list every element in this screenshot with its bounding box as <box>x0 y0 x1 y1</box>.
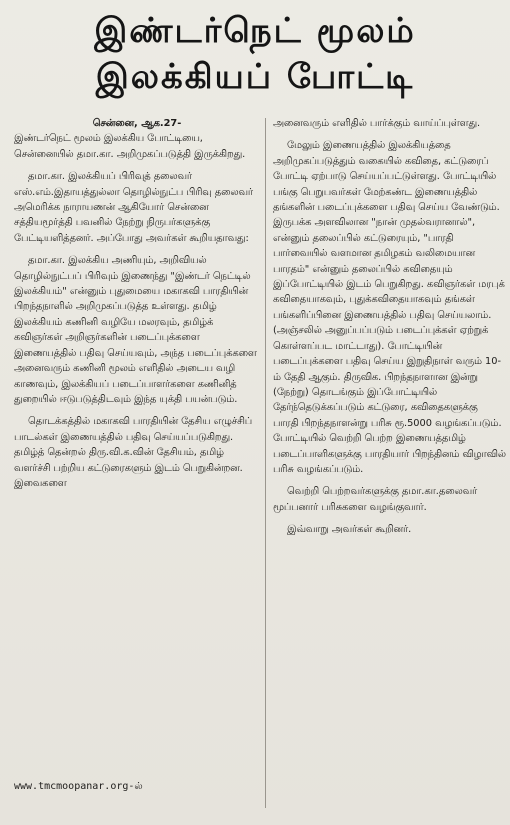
column-divider <box>265 118 266 808</box>
article-paragraph: இண்டர்நெட் மூலம் இலக்கிய போட்டியை, சென்னையில் தமா.கா. அறிமுகப்படுத்தி இருக்கிறது. <box>14 133 246 160</box>
article-paragraph: வெற்றி பெற்றவர்களுக்கு தமா.கா.தலைவர் மூப்பனார் பரிசுகளை வழங்குவார். <box>273 486 478 513</box>
article-paragraph: மேலும் இணையத்தில் இலக்கியத்தை அறிமுகப்படுத்தும் வகையில் கவிதை, கட்டுரைப் போட்டி ஏற்பாடு செய்யப்பட்டுள்ளது. போட்டியில் பங்கு பெறுபவர்கள் மேற்கண்ட இணையத்தில் தங்களின் படைப்புக்களை பதிவு செய்ய வேண்டும். இருபக்க அளவிலான "நான் முதல்வரானால்", என்னும் தலைப்பில் கட்டுரையும், "பாரதி பார்வையில் வளமான தமிழகம் வலிமையான பாரதம்" என்னும் தலைப்பில் கவிதையும் இப்போட்டியில் இடம் பெறுகிறது. கவிஞர்கள் மரபுக் கவிதையாகவும், புதுக்கவிதையாகவும் தங்கள் பங்களிப்பினை இணையத்தில் பதிவு செய்யலாம். (அஞ்சலில் அனுப்பப்படும் படைப்புக்கள் ஏற்றுக் கொள்ளப்பட மாட்டாது). போட்டியின் படைப்புக்களை பதிவு செய்ய இறுதிநாள் வரும் 10-ம் தேதி ஆகும். திருவிக. பிறந்தநாளான இன்று (நேற்று) தொடங்கும் இப்போட்டியில் தேர்ந்தெடுக்கப்படும் கட்டுரை, கவிதைகளுக்கு பாரதி பிறந்தநாளன்று பரிசு ரூ.5000 வழங்கப்படும். போட்டியில் வெற்றி பெற்ற இணையத்தமிழ் படைப்பாளிகளுக்கு பாரதியார் பிறந்தினம் விழாவில் பரிசு வழங்கப்படும். <box>273 140 506 475</box>
website-url: www.tmcmoopanar.org-ல் <box>14 781 143 792</box>
headline <box>0 8 510 100</box>
dateline: சென்னை, ஆக.27- <box>92 118 182 129</box>
headline-line-1: இண்டர்நெட் மூலம் <box>94 11 416 51</box>
article-paragraph: தமா.கா. இலக்கிய அணியும், அறிவியல் தொழில்நுட்பப் பிரிவும் இணைந்து "இண்டர் நெட்டில் இலக்கியம்" என்னும் புதுமையை மகாகவி பாரதியின் பிறந்தநாளில் அறிமுகப்படுத்த உள்ளது. தமிழ் இலக்கியம் கணினி வழியே மலரவும், தமிழ்க் கவிஞர்கள் அறிஞர்களின் படைப்புக்களை இணையத்தில் பதிவு செய்யவும், அந்த படைப்புக்களை அனைவரும் கணினி மூலம் எளிதில் அடைய வழி காணவும், இலக்கியப் படைப்பாளர்களை கணினித் துறையில் ஈடுபடுத்திடவும் இந்த யுக்தி பயன்படும். <box>14 255 257 405</box>
article-paragraph: தமா.கா. இலக்கியப் பிரிவுத் தலைவர் எஸ்.எம்.இதாயத்துல்லா தொழில்நுட்ப பிரிவு தலைவர் அமெரிக்க நாராயணன் ஆகியோர் சென்னை சத்தியமூர்த்தி பவனில் நேற்று நிருபர்களுக்கு பேட்டியளித்தனர். அப்போது அவர்கள் கூறியதாவது: <box>14 171 254 244</box>
article-paragraph: தொடக்கத்தில் மகாகவி பாரதியின் தேசிய எழுச்சிப் பாடல்கள் இணையத்தில் பதிவு செய்யப்படுகிறது. தமிழ்த் தென்றல் திரு.வி.க.வின் தேசியம், தமிழ் வளர்ச்சி பற்றிய கட்டுரைகளும் இடம் பெறுகின்றன. இவைகளை <box>14 416 253 489</box>
article-paragraph: இவ்வாறு அவர்கள் கூறினர். <box>287 524 412 536</box>
headline-line-2: இலக்கியப் போட்டி <box>95 57 415 97</box>
article-right-column <box>273 116 506 816</box>
article-paragraph: அனைவரும் எளிதில் பார்க்கும் வாய்ப்புள்ளது. <box>273 118 481 129</box>
article-left-column <box>14 116 260 806</box>
